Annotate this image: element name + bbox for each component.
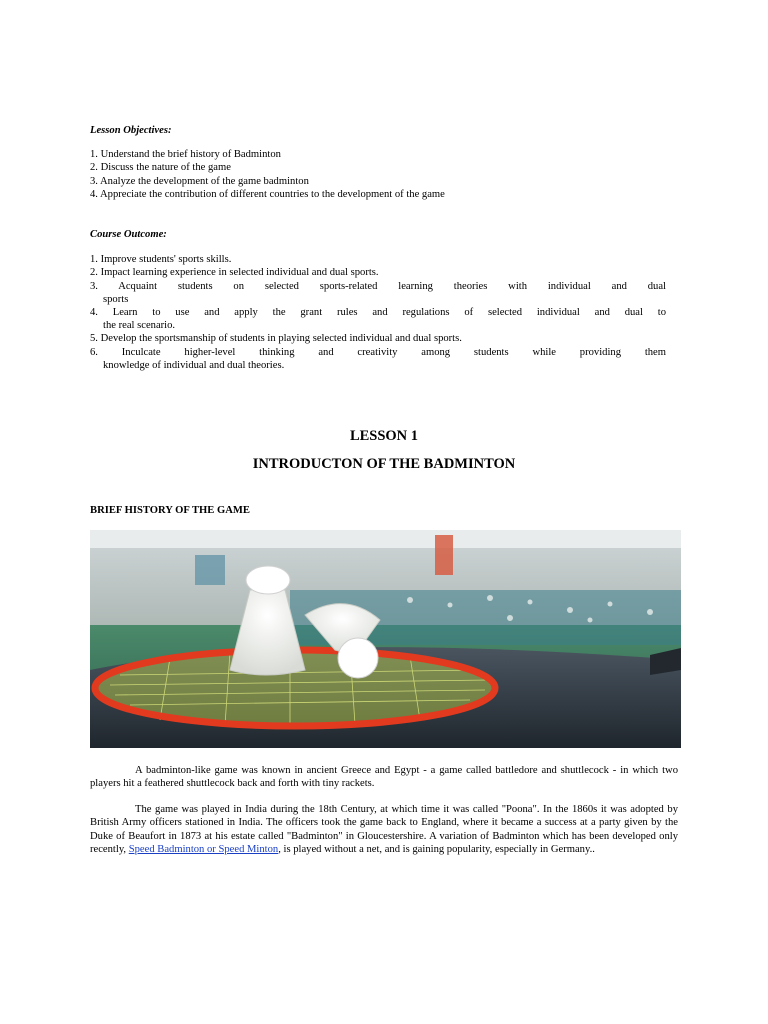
course-outcome-line: 2. Impact learning experience in selected individual and dual sports.	[90, 267, 379, 279]
course-outcome-item	[90, 306, 666, 332]
course-outcome-line: 3. Acquaint students on selected sports-related learning theories with individual and dual	[90, 280, 666, 292]
course-outcome-line: 6. Inculcate higher-level thinking and creativity among students while providing them	[90, 346, 666, 358]
lesson-title: INTRODUCTON OF THE BADMINTON	[252, 456, 516, 472]
course-outcome-item	[90, 266, 666, 279]
course-outcome-line: 4. Learn to use and apply the grant rules and regulations of selected individual and dual to	[90, 307, 666, 319]
paragraph-2-text: The game was played in India during the 18th Century, at which time it was called "Poona". In the 1860s it was adopted by British Army officers stationed in India. The officers took the game back to England, where it became a success at a party given by the Duke of Beaufort in 1873 at his estate called "Badminton" in Gloucestershire. A variation of Badminton which has been developed only recently,	[90, 804, 678, 855]
lesson-number: LESSON 1	[349, 428, 419, 444]
objective-item: 1. Understand the brief history of Badminton	[90, 149, 281, 161]
history-paragraph-1: A badminton-like game was known in ancient Greece and Egypt - a game called battledore and shuttlecock - in which two players hit a feathered shuttlecock back and forth with tiny rackets.	[90, 765, 678, 790]
course-outcome-item	[90, 280, 666, 306]
paragraph-2-tail: , is played without a net, and is gaining popularity, especially in Germany..	[278, 843, 595, 855]
lesson-objectives-section	[90, 124, 678, 201]
lesson-objectives-list	[90, 148, 678, 201]
history-paragraph-2	[90, 803, 678, 856]
course-outcome-heading: Course Outcome:	[90, 229, 167, 240]
objective-item: 2. Discuss the nature of the game	[90, 162, 231, 174]
course-outcome-item	[90, 253, 666, 266]
course-outcome-item	[90, 346, 666, 372]
section-heading: BRIEF HISTORY OF THE GAME	[90, 505, 250, 516]
objective-item: 3. Analyze the development of the game badminton	[90, 175, 309, 187]
speed-badminton-link[interactable]: Speed Badminton or Speed Minton	[128, 843, 279, 855]
objective-item: 4. Appreciate the contribution of different countries to the development of the game	[90, 188, 445, 200]
course-outcome-item	[90, 332, 666, 345]
badminton-photo	[90, 530, 681, 748]
course-outcome-continuation: knowledge of individual and dual theories.	[103, 359, 285, 371]
course-outcome-continuation: the real scenario.	[103, 320, 176, 332]
lesson-objectives-heading: Lesson Objectives:	[90, 125, 172, 136]
course-outcome-section	[90, 228, 666, 372]
course-outcome-list	[90, 253, 666, 372]
course-outcome-line: 5. Develop the sportsmanship of students in playing selected individual and dual sports.	[90, 333, 462, 345]
course-outcome-line: 1. Improve students' sports skills.	[90, 254, 232, 266]
course-outcome-continuation: sports	[103, 293, 129, 305]
